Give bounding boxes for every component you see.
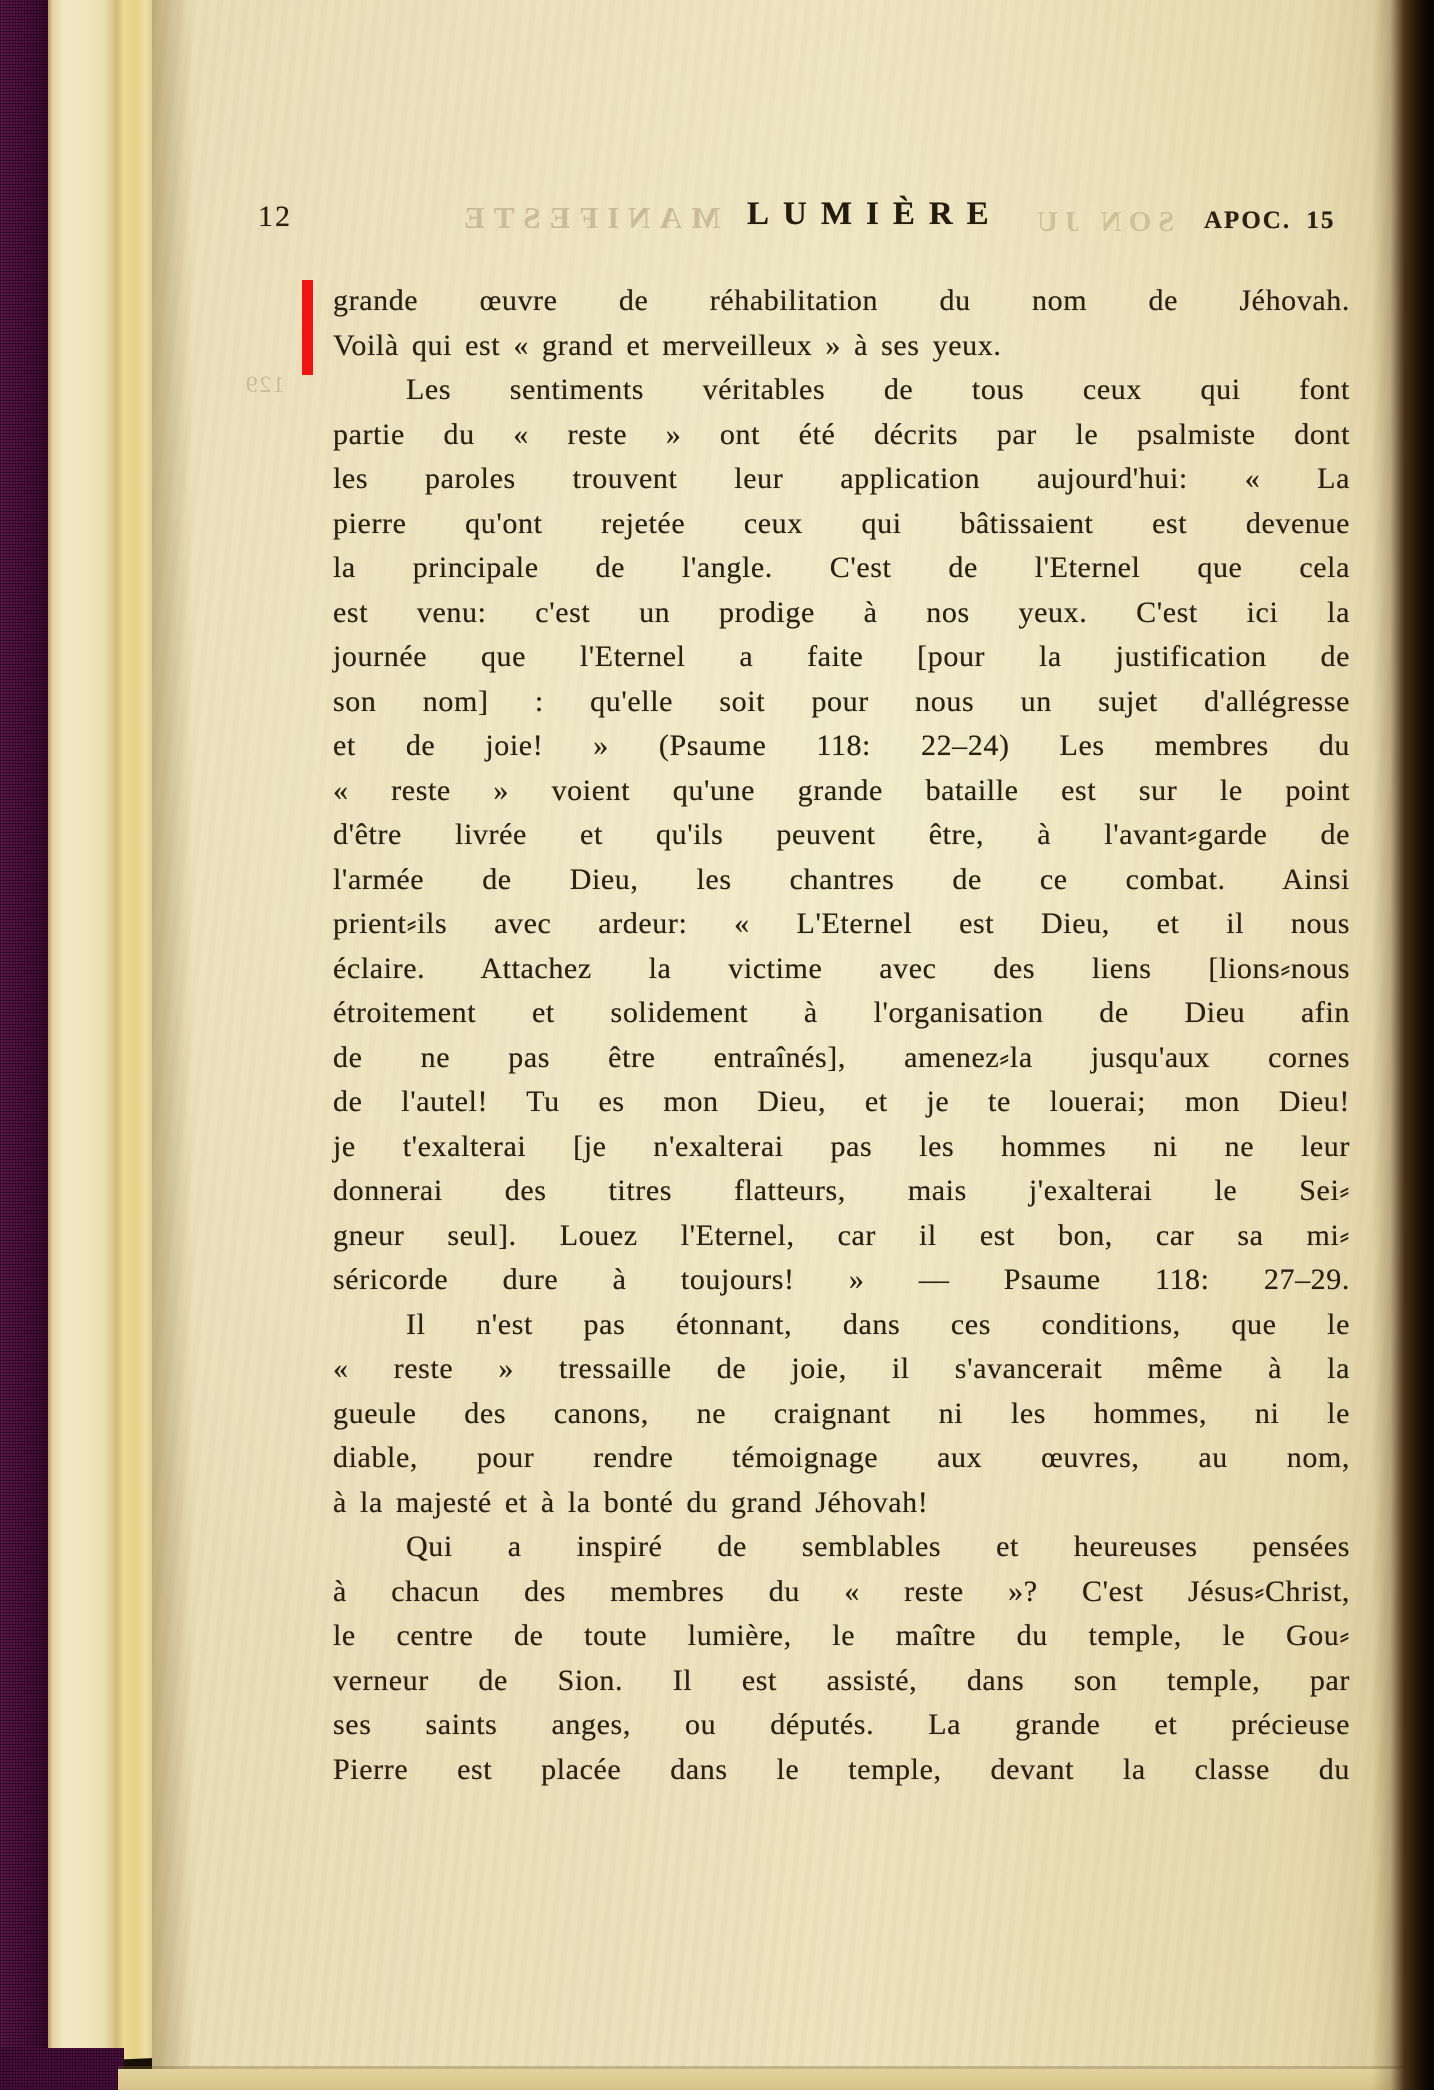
text-line: je t'exalterai [je n'exalterai pas les hommes ni ne leur bbox=[333, 1129, 1350, 1163]
text-line: les paroles trouvent leur application aujourd'hui: « La bbox=[333, 462, 1350, 495]
text-line: Pierre est placée dans le temple, devant la classe du bbox=[333, 1752, 1350, 1786]
chapter-reference: APOC. 15 bbox=[1204, 207, 1336, 234]
text-line: Qui a inspiré de semblables et heureuses pensées bbox=[406, 1530, 1350, 1563]
text-line: la principale de l'angle. C'est de l'Eternel que cela bbox=[333, 551, 1350, 584]
text-line: l'armée de Dieu, les chantres de ce combat. Ainsi bbox=[333, 862, 1350, 896]
text-line: gueule des canons, ne craignant ni les hommes, ni le bbox=[333, 1396, 1350, 1430]
page-edge-stack bbox=[48, 0, 154, 2062]
text-line: son nom] : qu'elle soit pour nous un sujet d'allégresse bbox=[333, 684, 1350, 718]
bleedthrough-margin-number: 129 bbox=[244, 372, 285, 397]
text-line: de l'autel! Tu es mon Dieu, et je te louerai; mon Dieu! bbox=[333, 1085, 1350, 1118]
text-line: éclaire. Attachez la victime avec des liens [lions⸗nous bbox=[333, 951, 1350, 985]
text-line: est venu: c'est un prodige à nos yeux. C'est ici la bbox=[333, 595, 1350, 629]
text-line: diable, pour rendre témoignage aux œuvres, au nom, bbox=[333, 1441, 1350, 1474]
running-title: LUMIÈRE bbox=[747, 196, 1003, 232]
text-line: d'être livrée et qu'ils peuvent être, à l'avant⸗garde de bbox=[333, 818, 1350, 851]
text-line: de ne pas être entraînés], amenez⸗la jusqu'aux cornes bbox=[333, 1040, 1350, 1074]
gutter-shadow bbox=[152, 0, 192, 2090]
bottom-page-edge bbox=[118, 2066, 1434, 2090]
text-line: et de joie! » (Psaume 118: 22–24) Les membres du bbox=[333, 729, 1350, 762]
bleedthrough-header-left: MANIFESTE bbox=[455, 200, 721, 235]
text-line: verneur de Sion. Il est assisté, dans son temple, par bbox=[333, 1663, 1350, 1697]
text-line: grande œuvre de réhabilitation du nom de Jéhovah. bbox=[333, 284, 1350, 317]
page-number: 12 bbox=[258, 200, 292, 233]
text-line: Il n'est pas étonnant, dans ces conditions, que le bbox=[406, 1307, 1350, 1341]
text-block bbox=[333, 279, 1350, 1792]
bleedthrough-header-right: SON JU bbox=[1030, 206, 1175, 238]
text-line: « reste » voient qu'une grande bataille est sur le point bbox=[333, 773, 1350, 807]
text-line: à chacun des membres du « reste »? C'est Jésus⸗Christ, bbox=[333, 1574, 1350, 1608]
text-line: le centre de toute lumière, le maître du temple, le Gou⸗ bbox=[333, 1619, 1350, 1652]
text-line: journée que l'Eternel a faite [pour la justification de bbox=[333, 640, 1350, 673]
text-line: partie du « reste » ont été décrits par le psalmiste dont bbox=[333, 417, 1350, 451]
binding-cloth bbox=[0, 0, 48, 2090]
text-line: étroitement et solidement à l'organisation de Dieu afin bbox=[333, 996, 1350, 1029]
text-line: Les sentiments véritables de tous ceux qui font bbox=[406, 373, 1350, 406]
text-line: prient⸗ils avec ardeur: « L'Eternel est Dieu, et il nous bbox=[333, 907, 1350, 940]
red-margin-mark bbox=[302, 280, 313, 375]
text-line: séricorde dure à toujours! » — Psaume 118: 27–29. bbox=[333, 1263, 1350, 1296]
photo-edge-shadow bbox=[1372, 0, 1434, 2090]
text-line: ses saints anges, ou députés. La grande et précieuse bbox=[333, 1708, 1350, 1741]
text-line: gneur seul]. Louez l'Eternel, car il est bon, car sa mi⸗ bbox=[333, 1218, 1350, 1252]
text-line: pierre qu'ont rejetée ceux qui bâtissaient est devenue bbox=[333, 506, 1350, 540]
text-line: donnerai des titres flatteurs, mais j'exalterai le Sei⸗ bbox=[333, 1174, 1350, 1207]
text-line: Voilà qui est « grand et merveilleux » à ses yeux. bbox=[333, 328, 1002, 362]
binding-corner bbox=[0, 2048, 124, 2090]
text-line: « reste » tressaille de joie, il s'avancerait même à la bbox=[333, 1352, 1350, 1385]
text-line: à la majesté et à la bonté du grand Jéhovah! bbox=[333, 1485, 929, 1519]
